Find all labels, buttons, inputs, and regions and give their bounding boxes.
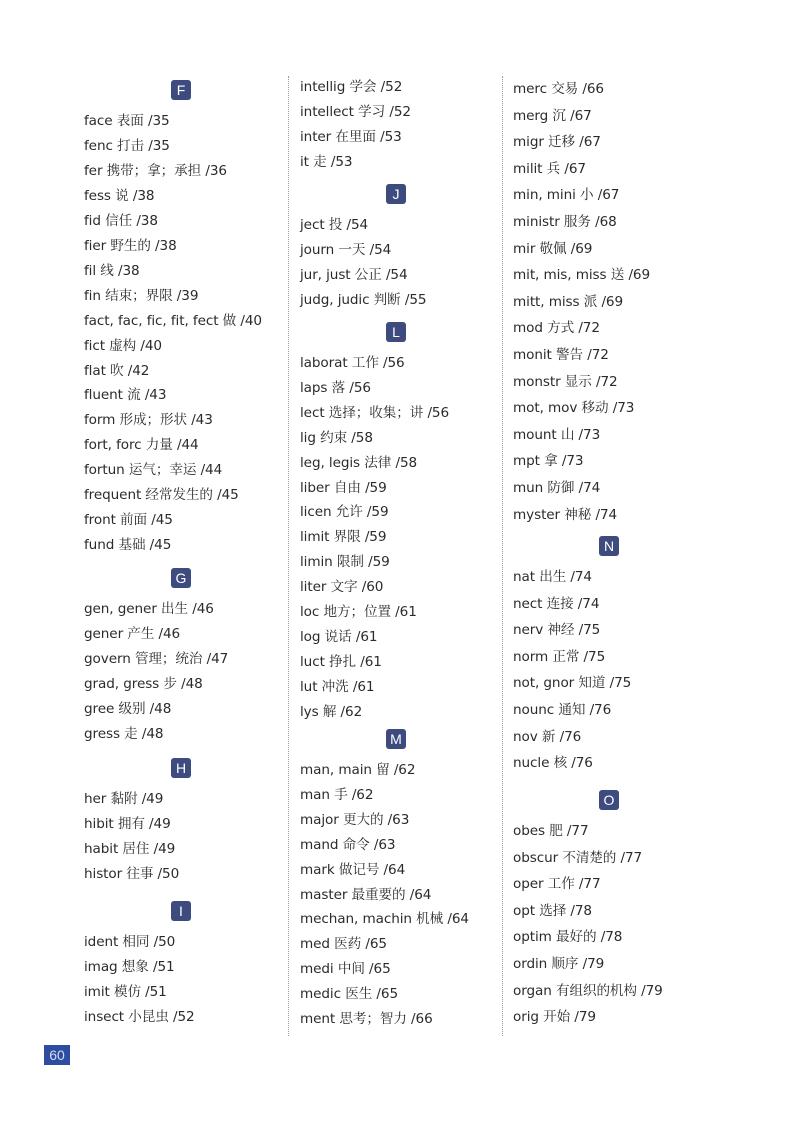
index-entry: merg 沉 /67 <box>513 107 592 124</box>
index-entry: obscur 不清楚的 /77 <box>513 849 643 866</box>
index-entry: insect 小昆虫 /52 <box>84 1008 195 1025</box>
index-entry: lect 选择；收集；讲 /56 <box>300 404 450 421</box>
index-entry: monit 警告 /72 <box>513 347 609 363</box>
column-separator-1 <box>288 76 289 1036</box>
index-entry: not, gnor 知道 /75 <box>513 675 632 692</box>
section-letter-n: N <box>599 536 619 556</box>
index-entry: obes 肥 /77 <box>513 823 589 839</box>
index-entry: mount 山 /73 <box>513 426 601 443</box>
index-entry: lys 解 /62 <box>300 703 363 720</box>
index-entry: gener 产生 /46 <box>84 625 181 642</box>
index-entry: fenc 打击 /35 <box>84 137 170 154</box>
index-entry: organ 有组织的机构 /79 <box>513 982 663 999</box>
index-entry: log 说话 /61 <box>300 628 378 645</box>
index-entry: myster 神秘 /74 <box>513 506 618 523</box>
index-entry: min, mini 小 /67 <box>513 187 620 204</box>
index-entry: nounc 通知 /76 <box>513 702 612 718</box>
index-entry: fort, forc 力量 /44 <box>84 437 199 454</box>
index-entry: mand 命令 /63 <box>300 836 396 853</box>
index-entry: optim 最好的 /78 <box>513 929 623 946</box>
index-entry: mechan, machin 机械 /64 <box>300 911 469 928</box>
index-entry: major 更大的 /63 <box>300 811 410 828</box>
index-entry: fid 信任 /38 <box>84 212 158 229</box>
index-entry: mir 敬佩 /69 <box>513 240 593 257</box>
index-entry: leg, legis 法律 /58 <box>300 454 418 471</box>
index-entry: opt 选择 /78 <box>513 902 592 919</box>
index-entry: monstr 显示 /72 <box>513 373 618 390</box>
index-entry: norm 正常 /75 <box>513 648 606 665</box>
index-entry: fier 野生的 /38 <box>84 237 177 254</box>
index-entry: oper 工作 /77 <box>513 876 601 893</box>
index-entry: fluent 流 /43 <box>84 387 167 404</box>
index-entry: loc 地方；位置 /61 <box>300 604 417 620</box>
index-entry: journ 一天 /54 <box>300 241 392 258</box>
index-entry: luct 挣扎 /61 <box>300 653 382 670</box>
section-letter-h: H <box>171 758 191 778</box>
section-letter-l: L <box>386 322 406 342</box>
column-separator-2 <box>502 76 503 1036</box>
index-entry: medic 医生 /65 <box>300 986 398 1003</box>
index-entry: imag 想象 /51 <box>84 958 175 975</box>
index-entry: front 前面 /45 <box>84 512 173 529</box>
index-entry: merc 交易 /66 <box>513 81 604 97</box>
index-entry: lut 冲洗 /61 <box>300 678 375 695</box>
section-letter-o: O <box>599 790 619 810</box>
index-entry: intellig 学会 /52 <box>300 79 403 95</box>
index-entry: fin 结束；界限 /39 <box>84 287 199 304</box>
index-entry: fund 基础 /45 <box>84 537 172 554</box>
index-entry: fil 线 /38 <box>84 262 140 279</box>
section-letter-f: F <box>171 80 191 100</box>
index-entry: limit 界限 /59 <box>300 529 387 546</box>
index-entry: nat 出生 /74 <box>513 569 592 585</box>
index-entry: mpt 拿 /73 <box>513 453 584 470</box>
section-letter-g: G <box>171 568 191 588</box>
index-entry: imit 模仿 /51 <box>84 983 167 1000</box>
index-entry: man, main 留 /62 <box>300 762 416 778</box>
index-entry: grad, gress 步 /48 <box>84 675 203 692</box>
index-entry: intellect 学习 /52 <box>300 103 411 120</box>
index-entry: man 手 /62 <box>300 786 374 803</box>
index-entry: ment 思考；智力 /66 <box>300 1011 433 1027</box>
index-entry: habit 居住 /49 <box>84 840 176 857</box>
index-entry: orig 开始 /79 <box>513 1009 596 1026</box>
index-entry: ordin 顺序 /79 <box>513 956 605 972</box>
index-entry: laborat 工作 /56 <box>300 355 405 371</box>
index-entry: it 走 /53 <box>300 153 353 170</box>
index-entry: mod 方式 /72 <box>513 320 600 337</box>
section-letter-m: M <box>386 729 406 749</box>
index-entry: hibit 拥有 /49 <box>84 815 171 832</box>
index-entry: master 最重要的 /64 <box>300 886 432 903</box>
index-entry: med 医药 /65 <box>300 936 387 953</box>
index-entry: ject 投 /54 <box>300 217 369 233</box>
index-entry: mun 防御 /74 <box>513 480 601 496</box>
index-entry: her 黏附 /49 <box>84 791 164 807</box>
index-entry: liber 自由 /59 <box>300 479 387 496</box>
index-entry: fer 携带；拿；承担 /36 <box>84 162 227 179</box>
index-entry: gress 走 /48 <box>84 725 164 742</box>
index-entry: fact, fac, fic, fit, fect 做 /40 <box>84 312 262 329</box>
index-entry: gen, gener 出生 /46 <box>84 601 214 617</box>
index-entry: nucle 核 /76 <box>513 755 593 772</box>
index-entry: flat 吹 /42 <box>84 362 150 379</box>
index-entry: limin 限制 /59 <box>300 554 390 571</box>
section-letter-j: J <box>386 184 406 204</box>
index-entry: laps 落 /56 <box>300 379 371 396</box>
index-entry: fortun 运气；幸运 /44 <box>84 462 223 479</box>
index-entry: fess 说 /38 <box>84 187 155 204</box>
index-entry: lig 约束 /58 <box>300 429 373 446</box>
index-entry: medi 中间 /65 <box>300 961 391 978</box>
index-entry: mit, mis, miss 送 /69 <box>513 267 651 284</box>
index-entry: face 表面 /35 <box>84 113 170 129</box>
page-number: 60 <box>44 1045 70 1065</box>
index-entry: mark 做记号 /64 <box>300 861 406 878</box>
index-entry: migr 迁移 /67 <box>513 134 601 151</box>
index-entry: liter 文字 /60 <box>300 579 384 596</box>
index-entry: ministr 服务 /68 <box>513 214 617 230</box>
index-entry: nect 连接 /74 <box>513 595 600 612</box>
index-entry: nov 新 /76 <box>513 728 582 745</box>
index-entry: govern 管理；统治 /47 <box>84 650 229 667</box>
index-entry: milit 兵 /67 <box>513 160 586 177</box>
index-entry: jur, just 公正 /54 <box>300 266 408 283</box>
index-entry: mot, mov 移动 /73 <box>513 400 635 417</box>
index-entry: ident 相同 /50 <box>84 934 176 950</box>
index-entry: frequent 经常发生的 /45 <box>84 487 239 504</box>
index-entry: licen 允许 /59 <box>300 504 389 521</box>
index-entry: histor 往事 /50 <box>84 865 180 882</box>
index-entry: inter 在里面 /53 <box>300 128 402 145</box>
index-entry: nerv 神经 /75 <box>513 622 601 639</box>
index-entry: mitt, miss 派 /69 <box>513 293 624 310</box>
index-entry: judg, judic 判断 /55 <box>300 291 427 308</box>
index-entry: fict 虚构 /40 <box>84 337 162 354</box>
index-entry: gree 级别 /48 <box>84 700 172 717</box>
section-letter-i: I <box>171 901 191 921</box>
index-entry: form 形成；形状 /43 <box>84 412 213 429</box>
